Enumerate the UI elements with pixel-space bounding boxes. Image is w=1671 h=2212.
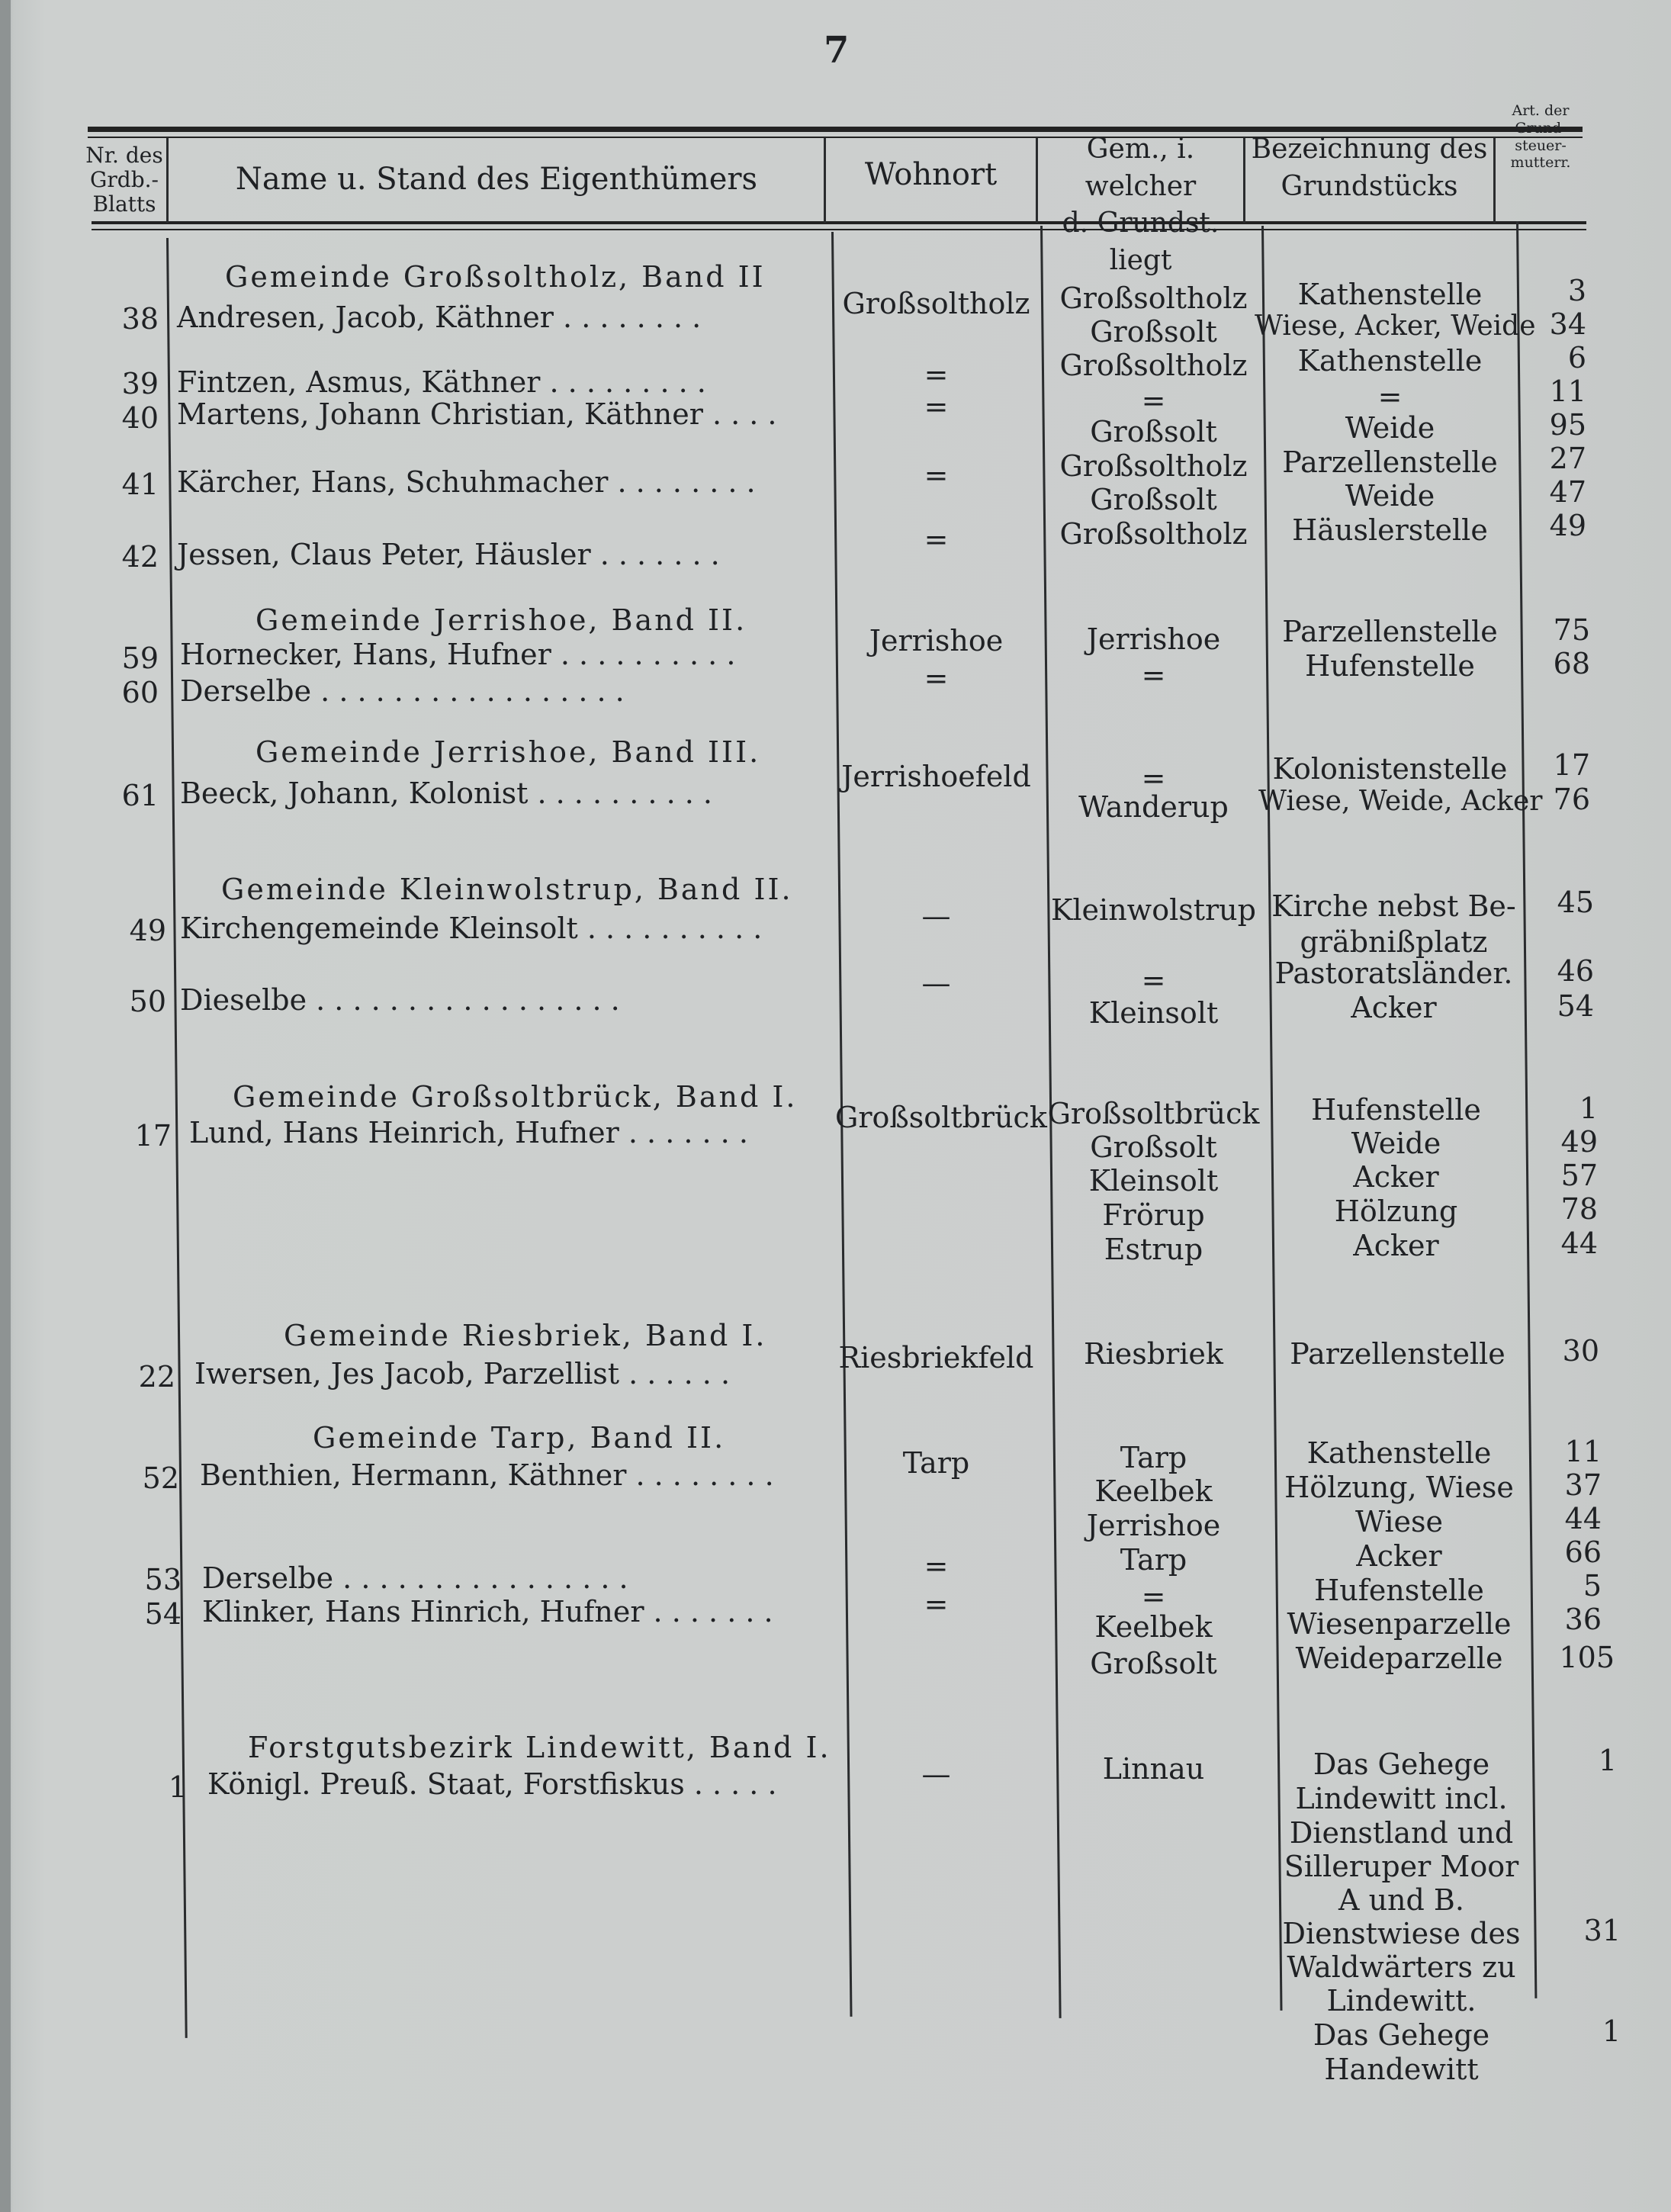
bezeichnung: Kathenstelle bbox=[1306, 1436, 1492, 1470]
artikel-number: 30 bbox=[1562, 1334, 1599, 1368]
wohnort: Jerrishoefeld bbox=[841, 760, 1031, 793]
bezeichnung: Silleruper Moor bbox=[1284, 1850, 1519, 1883]
section-heading: Forstgutsbezirk Lindewitt, Band I. bbox=[248, 1731, 831, 1764]
wohnort: = bbox=[924, 661, 949, 695]
artikel-number: 78 bbox=[1560, 1192, 1598, 1226]
owner-name: Fintzen, Asmus, Käthner . . . . . . . . . bbox=[177, 365, 706, 399]
artikel-number: 5 bbox=[1583, 1569, 1602, 1603]
owner-name: Benthien, Hermann, Käthner . . . . . . . . bbox=[200, 1458, 774, 1492]
gemeinde: Großsolt bbox=[1090, 315, 1217, 349]
wohnort: = bbox=[924, 458, 949, 492]
gemeinde: Tarp bbox=[1120, 1441, 1187, 1474]
artikel-number: 1 bbox=[1602, 2014, 1621, 2048]
gemeinde: Kleinsolt bbox=[1088, 996, 1219, 1030]
bezeichnung: Handewitt bbox=[1324, 2053, 1479, 2086]
gemeinde: Riesbriek bbox=[1084, 1337, 1223, 1371]
artikel-number: 11 bbox=[1549, 375, 1586, 408]
gemeinde: Großsolt bbox=[1090, 483, 1217, 516]
gemeinde: = bbox=[1141, 761, 1166, 795]
header-wohnort: Wohnort bbox=[864, 157, 998, 192]
header-bezeichnung: Bezeichnung des Grundstücks bbox=[1251, 133, 1488, 202]
blatt-number: 42 bbox=[121, 540, 159, 574]
wohnort: = bbox=[924, 1549, 949, 1583]
bezeichnung: Das Gehege bbox=[1313, 2018, 1490, 2052]
wohnort: = bbox=[924, 358, 949, 391]
bezeichnung: Hufenstelle bbox=[1305, 649, 1475, 683]
bezeichnung: Häuslerstelle bbox=[1292, 513, 1488, 547]
owner-name: Kirchengemeinde Kleinsolt . . . . . . . . . . bbox=[180, 911, 763, 945]
bezeichnung: Pastoratsländer. bbox=[1274, 956, 1513, 990]
bezeichnung: = bbox=[1377, 380, 1403, 413]
artikel-number: 49 bbox=[1549, 509, 1586, 542]
owner-name: Hornecker, Hans, Hufner . . . . . . . . . . bbox=[180, 638, 736, 671]
bezeichnung: Kirche nebst Be- bbox=[1271, 889, 1516, 923]
bezeichnung: Lindewitt. bbox=[1326, 1984, 1477, 2017]
page-number: 7 bbox=[824, 29, 850, 72]
bezeichnung: gräbnißplatz bbox=[1300, 925, 1488, 959]
gemeinde: = bbox=[1141, 963, 1166, 997]
bezeichnung: Acker bbox=[1353, 1229, 1439, 1262]
header-artikel: Art. der Grund- steuer- mutterr. bbox=[1510, 102, 1571, 172]
owner-name: Derselbe . . . . . . . . . . . . . . . . bbox=[202, 1561, 628, 1595]
owner-name: Lund, Hans Heinrich, Hufner . . . . . . . bbox=[189, 1116, 748, 1149]
gemeinde: Frörup bbox=[1102, 1198, 1205, 1232]
artikel-number: 66 bbox=[1564, 1535, 1602, 1569]
gemeinde: Großsoltholz bbox=[1059, 349, 1248, 382]
bezeichnung: Hufenstelle bbox=[1311, 1093, 1481, 1127]
gemeinde: Großsoltholz bbox=[1059, 281, 1248, 315]
artikel-number: 37 bbox=[1564, 1468, 1602, 1502]
wohnort: Großsoltbrück bbox=[835, 1101, 1047, 1134]
artikel-number: 1 bbox=[1579, 1092, 1598, 1125]
artikel-number: 68 bbox=[1553, 647, 1590, 680]
section-heading: Gemeinde Jerrishoe, Band III. bbox=[255, 735, 761, 769]
gemeinde: Jerrishoe bbox=[1086, 1509, 1221, 1542]
section-heading: Gemeinde Jerrishoe, Band II. bbox=[255, 603, 747, 637]
blatt-number: 59 bbox=[121, 641, 159, 675]
blatt-number: 1 bbox=[168, 1770, 187, 1804]
artikel-number: 31 bbox=[1583, 1914, 1621, 1947]
gemeinde: = bbox=[1141, 658, 1166, 692]
artikel-number: 6 bbox=[1567, 341, 1586, 375]
artikel-number: 46 bbox=[1557, 954, 1594, 988]
wohnort: — bbox=[921, 966, 951, 1000]
artikel-number: 1 bbox=[1598, 1744, 1617, 1777]
blatt-number: 61 bbox=[121, 779, 159, 812]
owner-name: Klinker, Hans Hinrich, Hufner . . . . . . . bbox=[202, 1595, 773, 1628]
header-nr: Nr. des Grdb.- Blatts bbox=[85, 143, 163, 217]
gemeinde: Linnau bbox=[1102, 1752, 1205, 1786]
wohnort: Riesbriekfeld bbox=[838, 1341, 1034, 1374]
bezeichnung: Kathenstelle bbox=[1297, 344, 1483, 378]
artikel-number: 44 bbox=[1564, 1502, 1602, 1535]
artikel-number: 105 bbox=[1559, 1641, 1615, 1674]
section-heading: Gemeinde Kleinwolstrup, Band II. bbox=[221, 873, 793, 906]
bezeichnung: Das Gehege bbox=[1313, 1747, 1490, 1781]
bezeichnung: Parzellenstelle bbox=[1282, 445, 1498, 479]
owner-name: Dieselbe . . . . . . . . . . . . . . . . . bbox=[180, 983, 620, 1017]
bezeichnung: Hölzung, Wiese bbox=[1284, 1471, 1514, 1504]
bezeichnung: Wiese bbox=[1354, 1505, 1444, 1538]
bezeichnung: Waldwärters zu bbox=[1287, 1950, 1516, 1984]
owner-name: Beeck, Johann, Kolonist . . . . . . . . . . bbox=[180, 776, 712, 810]
artikel-number: 54 bbox=[1557, 989, 1594, 1023]
gemeinde: Großsolt bbox=[1090, 415, 1217, 449]
bezeichnung: Weide bbox=[1345, 479, 1435, 513]
artikel-number: 76 bbox=[1553, 783, 1590, 816]
blatt-number: 17 bbox=[134, 1119, 172, 1153]
artikel-number: 47 bbox=[1549, 475, 1586, 509]
wohnort: Tarp bbox=[902, 1446, 970, 1480]
bezeichnung: Kathenstelle bbox=[1297, 278, 1483, 311]
gemeinde: Kleinsolt bbox=[1088, 1164, 1219, 1198]
artikel-number: 75 bbox=[1553, 613, 1590, 647]
bezeichnung: Wiese, Weide, Acker bbox=[1258, 786, 1543, 817]
blatt-number: 50 bbox=[129, 985, 166, 1018]
blatt-number: 40 bbox=[121, 401, 159, 435]
wohnort: Großsoltholz bbox=[842, 287, 1030, 320]
wohnort: Jerrishoe bbox=[869, 624, 1004, 657]
gemeinde: Großsoltholz bbox=[1059, 449, 1248, 483]
blatt-number: 52 bbox=[142, 1461, 179, 1495]
wohnort: = bbox=[924, 1587, 949, 1621]
bezeichnung: Hölzung bbox=[1334, 1194, 1458, 1228]
bezeichnung: Acker bbox=[1356, 1539, 1442, 1573]
bezeichnung: Dienstland und bbox=[1289, 1816, 1514, 1850]
owner-name: Derselbe . . . . . . . . . . . . . . . . . bbox=[180, 674, 625, 708]
gemeinde: Wanderup bbox=[1078, 790, 1229, 824]
bezeichnung: Weide bbox=[1345, 411, 1435, 445]
artikel-number: 3 bbox=[1567, 274, 1586, 307]
artikel-number: 27 bbox=[1549, 442, 1586, 475]
artikel-number: 95 bbox=[1549, 408, 1586, 442]
bezeichnung: Parzellenstelle bbox=[1290, 1337, 1506, 1371]
gemeinde: Estrup bbox=[1104, 1233, 1203, 1266]
bezeichnung: A und B. bbox=[1338, 1883, 1464, 1917]
artikel-number: 17 bbox=[1553, 748, 1590, 782]
artikel-number: 11 bbox=[1564, 1435, 1602, 1468]
gemeinde: Keelbek bbox=[1094, 1474, 1213, 1508]
artikel-number: 45 bbox=[1557, 886, 1594, 919]
gemeinde: = bbox=[1141, 384, 1166, 417]
bezeichnung: Hufenstelle bbox=[1314, 1574, 1484, 1607]
bezeichnung: Wiese, Acker, Weide bbox=[1255, 310, 1536, 342]
header-name: Name u. Stand des Eigenthümers bbox=[235, 162, 758, 197]
section-heading: Gemeinde Riesbriek, Band I. bbox=[284, 1319, 767, 1352]
owner-name: Kärcher, Hans, Schuhmacher . . . . . . . . bbox=[177, 465, 756, 499]
owner-name: Andresen, Jacob, Käthner . . . . . . . . bbox=[177, 301, 702, 334]
blatt-number: 41 bbox=[121, 468, 159, 501]
gemeinde: Kleinwolstrup bbox=[1051, 893, 1256, 927]
section-heading: Gemeinde Großsoltholz, Band II bbox=[225, 260, 766, 294]
blatt-number: 39 bbox=[121, 367, 159, 400]
wohnort: — bbox=[921, 1757, 951, 1791]
section-heading: Gemeinde Großsoltbrück, Band I. bbox=[233, 1080, 798, 1114]
artikel-number: 34 bbox=[1549, 307, 1586, 341]
artikel-number: 36 bbox=[1564, 1603, 1602, 1636]
wohnort: = bbox=[924, 522, 949, 556]
bezeichnung: Weideparzelle bbox=[1295, 1641, 1503, 1675]
blatt-number: 49 bbox=[129, 914, 166, 947]
bezeichnung: Weide bbox=[1351, 1127, 1441, 1160]
blatt-number: 60 bbox=[121, 676, 159, 709]
artikel-number: 49 bbox=[1560, 1125, 1598, 1159]
owner-name: Jessen, Claus Peter, Häusler . . . . . . . bbox=[177, 538, 720, 571]
bezeichnung: Acker bbox=[1351, 991, 1437, 1024]
owner-name: Martens, Johann Christian, Käthner . . . . bbox=[177, 397, 777, 431]
wohnort: — bbox=[921, 899, 951, 933]
bezeichnung: Kolonistenstelle bbox=[1272, 752, 1508, 786]
owner-name: Königl. Preuß. Staat, Forstfiskus . . . . . bbox=[207, 1767, 777, 1801]
artikel-number: 57 bbox=[1560, 1159, 1598, 1192]
artikel-number: 44 bbox=[1560, 1227, 1598, 1260]
gemeinde: Großsolt bbox=[1090, 1130, 1217, 1164]
bezeichnung: Dienstwiese des bbox=[1282, 1917, 1521, 1950]
gemeinde: Keelbek bbox=[1094, 1610, 1213, 1644]
blatt-number: 22 bbox=[138, 1360, 175, 1394]
gemeinde: Großsoltholz bbox=[1059, 517, 1248, 551]
bezeichnung: Parzellenstelle bbox=[1282, 615, 1498, 648]
bezeichnung: Acker bbox=[1353, 1160, 1439, 1194]
header-gemeinde: Gem., i. welcher d. Grundst. liegt bbox=[1062, 133, 1220, 276]
blatt-number: 38 bbox=[121, 302, 159, 336]
gemeinde: Großsoltbrück bbox=[1047, 1097, 1260, 1130]
gemeinde: Jerrishoe bbox=[1086, 622, 1221, 656]
bezeichnung: Wiesenparzelle bbox=[1287, 1607, 1512, 1641]
wohnort: = bbox=[924, 390, 949, 423]
blatt-number: 53 bbox=[144, 1563, 182, 1596]
bezeichnung: Lindewitt incl. bbox=[1295, 1782, 1508, 1815]
owner-name: Iwersen, Jes Jacob, Parzellist . . . . . . bbox=[194, 1357, 731, 1391]
gemeinde: Tarp bbox=[1120, 1543, 1187, 1577]
section-heading: Gemeinde Tarp, Band II. bbox=[313, 1421, 726, 1455]
blatt-number: 54 bbox=[144, 1597, 182, 1631]
gemeinde: Großsolt bbox=[1090, 1647, 1217, 1680]
gemeinde: = bbox=[1141, 1580, 1166, 1613]
